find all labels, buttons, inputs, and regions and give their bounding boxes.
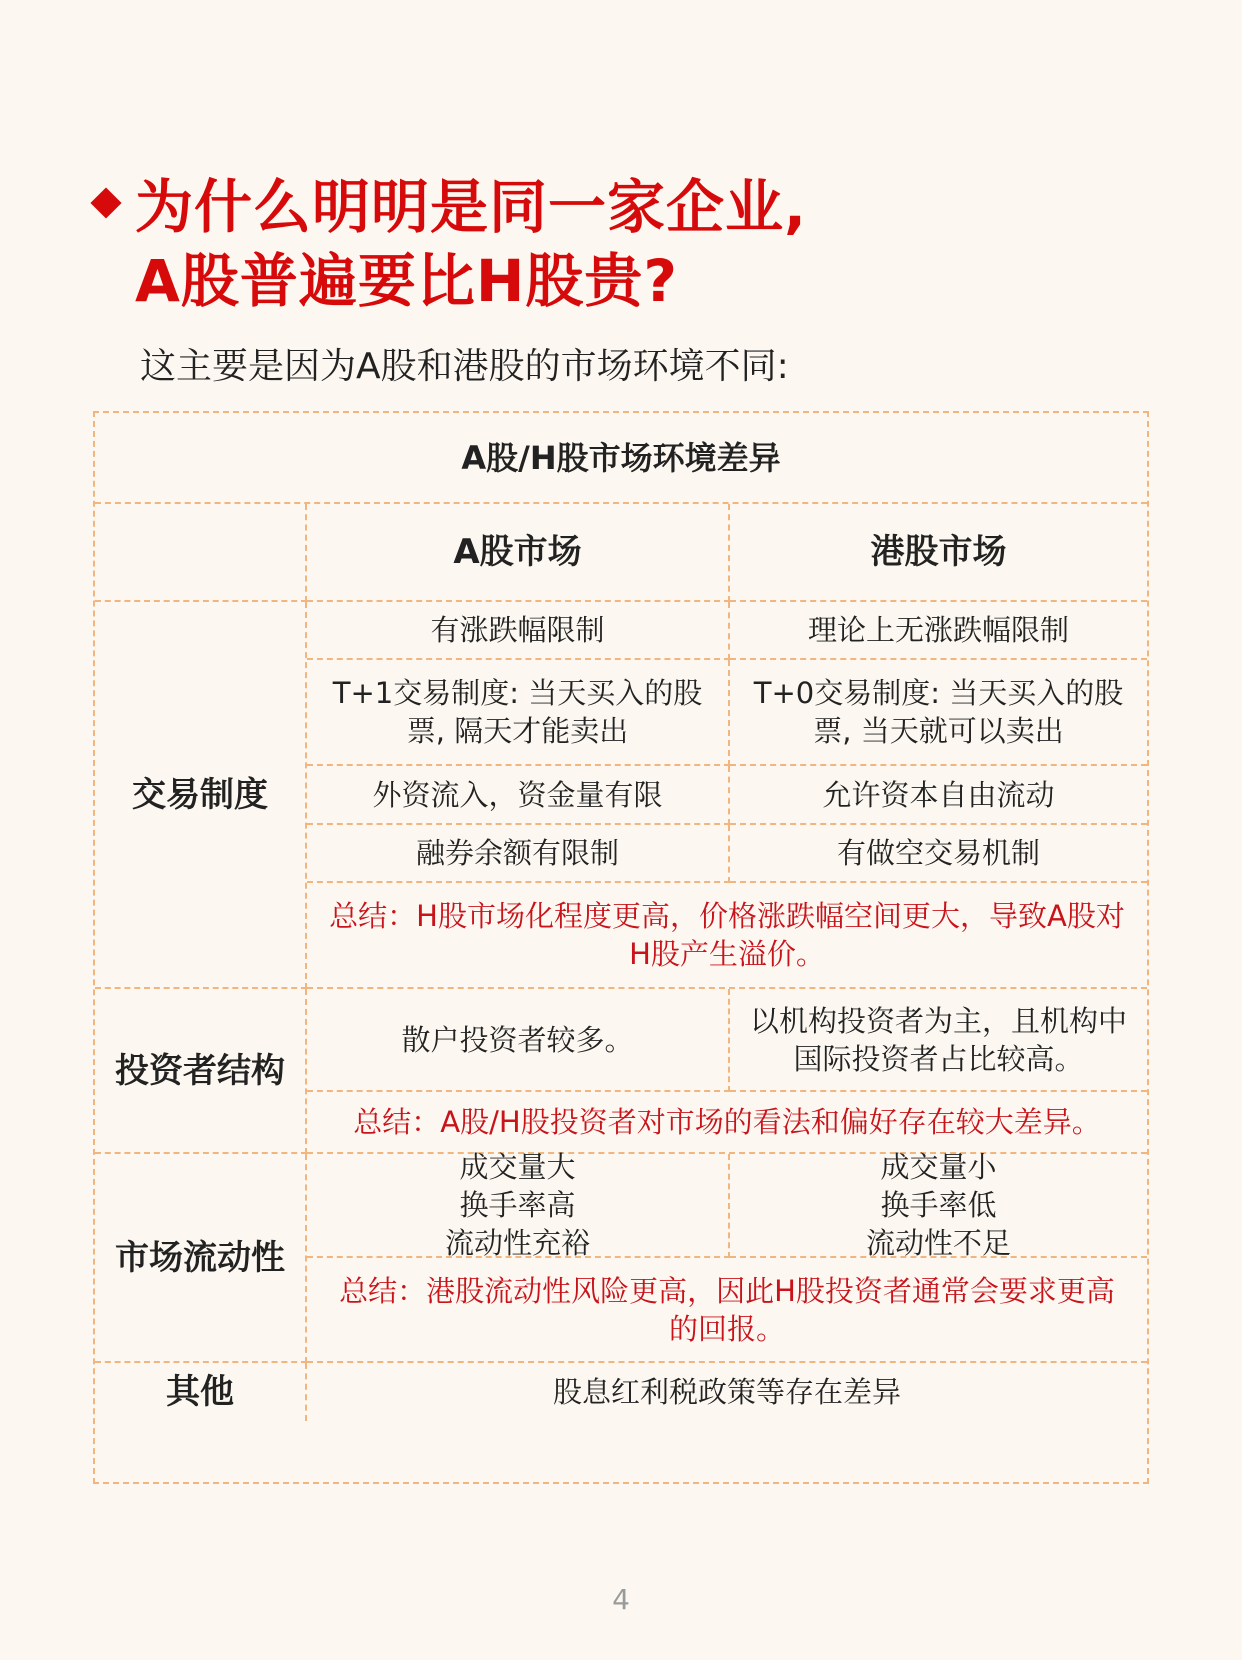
liquidity-h-line: 流动性不足: [865, 1226, 1011, 1260]
empty-corner-cell: [95, 504, 307, 602]
row-header-trading-system: 交易制度: [95, 602, 307, 989]
liquidity-h-line: 换手率低: [880, 1188, 997, 1222]
investor-summary: 总结：A股/H股投资者对市场的看法和偏好存在较大差异。: [307, 1092, 1147, 1154]
liquidity-a-line: 换手率高: [459, 1188, 576, 1222]
trading-a-short-selling: 融券余额有限制: [307, 825, 730, 883]
row-header-investor-structure: 投资者结构: [95, 989, 307, 1154]
trading-summary: 总结：H股市场化程度更高，价格涨跌幅空间更大，导致A股对H股产生溢价。: [307, 883, 1147, 989]
row-header-market-liquidity: 市场流动性: [95, 1154, 307, 1363]
other-text: 股息红利税政策等存在差异: [552, 1375, 901, 1409]
heading: [95, 170, 1195, 318]
trading-a-capital-flow: 外资流入，资金量有限: [307, 766, 730, 825]
liquidity-h-line: 成交量小: [880, 1150, 997, 1184]
intro-text: 这主要是因为A股和港股的市场环境不同:: [140, 346, 789, 387]
trading-h-settlement: T+0交易制度: 当天买入的股票, 当天就可以卖出: [730, 660, 1147, 766]
page-number: 4: [612, 1583, 630, 1616]
page-title-line-2: A股普遍要比H股贵?: [135, 247, 679, 315]
table-title: A股/H股市场环境差异: [95, 413, 1147, 504]
page-title-line-1: 为什么明明是同一家企业,: [135, 173, 808, 241]
liquidity-h: [730, 1150, 1147, 1260]
diamond-bullet-icon: [90, 187, 121, 218]
trading-a-settlement: T+1交易制度: 当天买入的股票, 隔天才能卖出: [307, 660, 730, 766]
liquidity-summary: 总结：港股流动性风险更高，因此H股投资者通常会要求更高的回报。: [307, 1258, 1147, 1363]
investor-a: 散户投资者较多。: [307, 989, 730, 1092]
liquidity-a-line: 流动性充裕: [444, 1226, 590, 1260]
trading-h-price-limit: 理论上无涨跌幅限制: [730, 602, 1147, 660]
column-header-a-share: A股市场: [307, 504, 730, 602]
trading-a-price-limit: 有涨跌幅限制: [307, 602, 730, 660]
trading-h-short-selling: 有做空交易机制: [730, 825, 1147, 883]
investor-h: 以机构投资者为主，且机构中国际投资者占比较高。: [730, 989, 1147, 1092]
page-title: [135, 170, 807, 318]
comparison-table: [93, 411, 1149, 1484]
liquidity-a: [307, 1150, 730, 1260]
trading-h-capital-flow: 允许资本自由流动: [730, 766, 1147, 825]
row-header-other: 其他: [95, 1363, 307, 1421]
column-header-h-share: 港股市场: [730, 504, 1147, 602]
liquidity-a-line: 成交量大: [459, 1150, 576, 1184]
